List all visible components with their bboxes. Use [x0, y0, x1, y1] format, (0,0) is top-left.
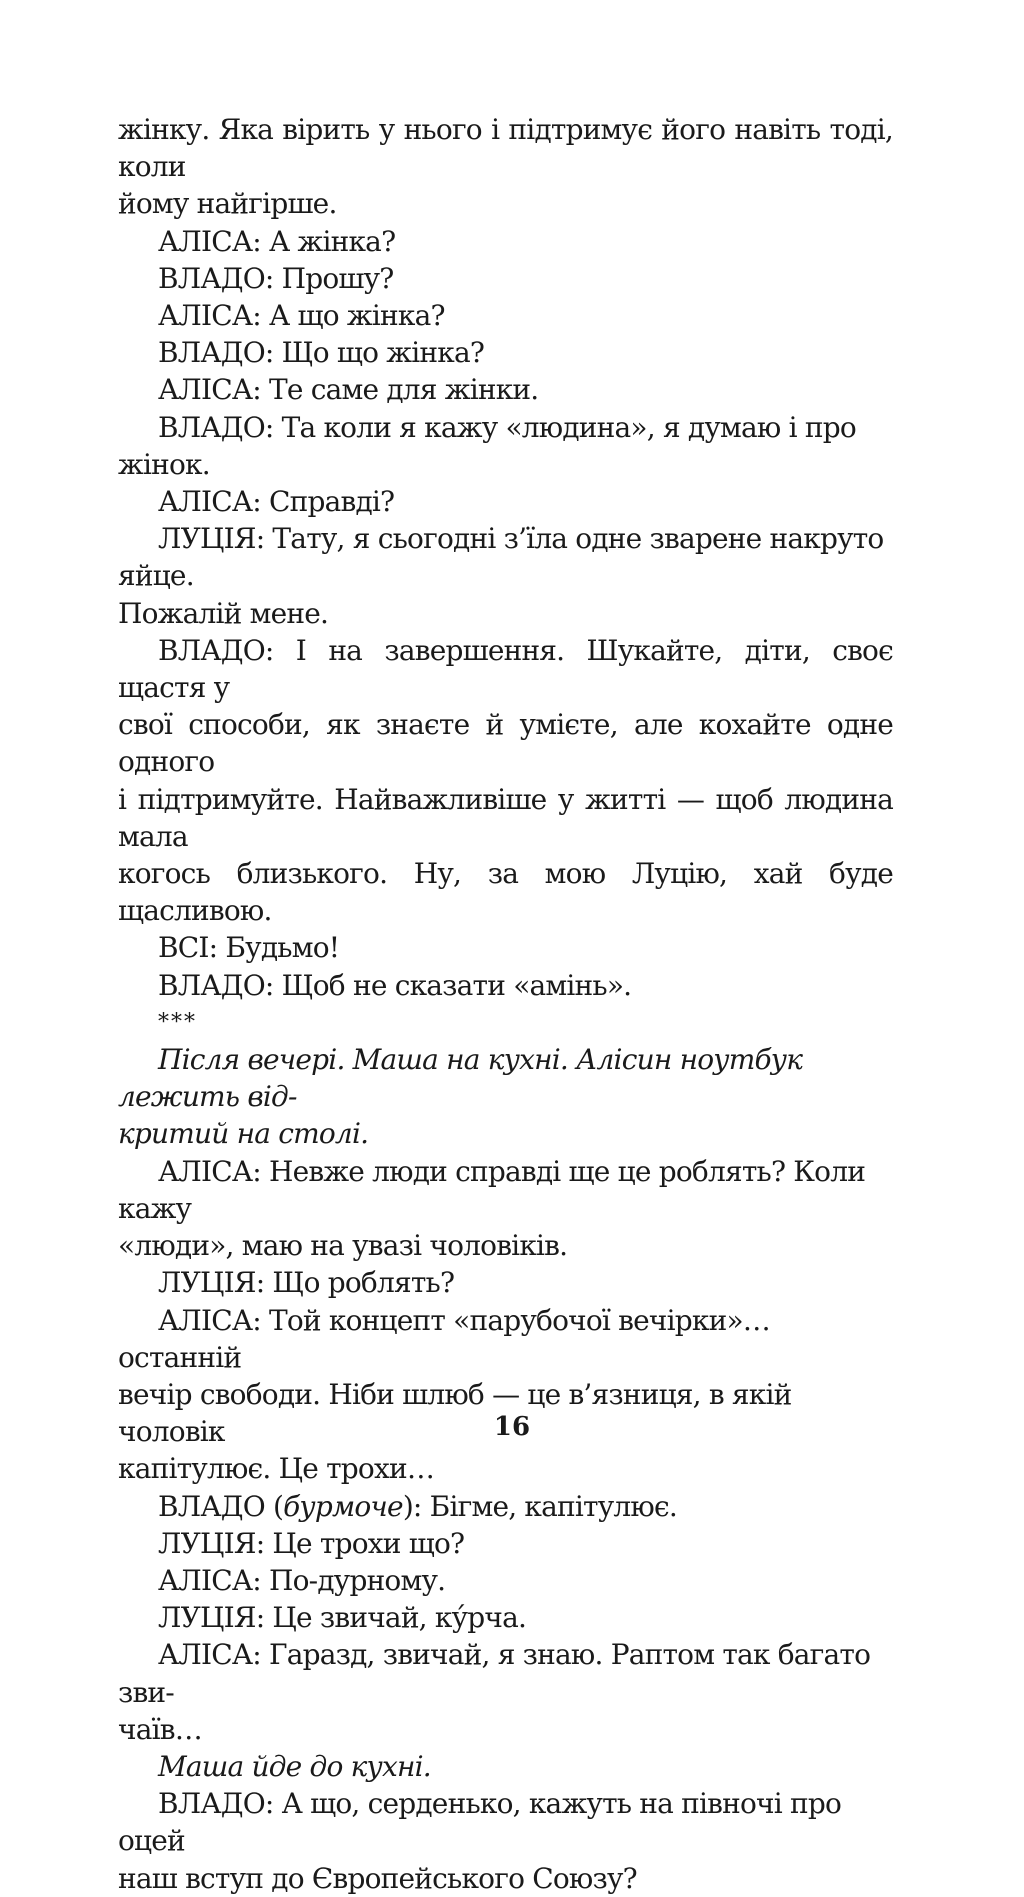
- text-line: жінку. Яка вірить у нього і підтримує його навіть тоді, коли: [118, 113, 893, 184]
- text-line: йому найгірше.: [118, 187, 337, 221]
- dialogue-line: [118, 1636, 893, 1748]
- dialogue-line: АЛІСА: Справді?: [158, 485, 395, 519]
- dialogue-line: [118, 1302, 893, 1488]
- stage-direction: [118, 1041, 893, 1153]
- dialogue-line: ЛУЦІЯ: Це звичай, ку́рча.: [158, 1601, 527, 1635]
- dialogue-line: АЛІСА: Те саме для жінки.: [158, 373, 539, 407]
- dialogue-line: АЛІСА: А що жінка?: [158, 299, 445, 333]
- stage-direction: [118, 1748, 893, 1785]
- text-line: і підтримуйте. Найважливіше у житті — щоб людина мала: [118, 782, 893, 853]
- text-line: когось близького. Ну, за мою Луцію, хай буде щасливою.: [118, 857, 893, 928]
- text-line: ВЛАДО: І на завершення. Шукайте, діти, своє щастя у: [118, 633, 893, 705]
- dialogue-line: ВСІ: Будьмо!: [158, 931, 340, 965]
- dialogue-line: [118, 1153, 893, 1265]
- text-line: Після вечері. Маша на кухні. Алісин ноутбук лежить від-: [118, 1043, 803, 1114]
- text-line: ВЛАДО: А що, серденько, кажуть на півночі про оцей: [118, 1787, 842, 1858]
- text-line: критий на столі.: [118, 1117, 369, 1151]
- text-line: АЛІСА: Невже люди справді ще це роблять? Коли кажу: [118, 1154, 866, 1225]
- page-body: [118, 111, 893, 1897]
- page-number: 16: [493, 1412, 531, 1442]
- text-line: ЛУЦІЯ: Тату, я сьогодні з’їла одне зварене накруто яйце.: [118, 522, 884, 593]
- text-line: АЛІСА: Той концепт «парубочої вечірки»… останній: [118, 1303, 770, 1374]
- dialogue-line: ВЛАДО: Та коли я кажу «людина», я думаю і про жінок.: [118, 410, 856, 481]
- speaker-text: ВЛАДО (: [158, 1489, 284, 1523]
- dialogue-line: АЛІСА: А жінка?: [158, 224, 396, 258]
- dialogue-line: [118, 520, 893, 632]
- dialogue-line: ЛУЦІЯ: Це трохи що?: [158, 1526, 465, 1560]
- text-line: Маша йде до кухні.: [158, 1749, 431, 1783]
- dialogue-line: АЛІСА: По-дурному.: [158, 1563, 446, 1597]
- dialogue-line: ВЛАДО: Щоб не сказати «амінь».: [158, 968, 632, 1002]
- dialogue-line: ЛУЦІЯ: Що роблять?: [158, 1266, 455, 1300]
- text-line: «люди», маю на увазі чоловіків.: [118, 1229, 568, 1263]
- text-line: чаїв…: [118, 1712, 202, 1746]
- paragraph-continuation: [118, 111, 893, 223]
- text-line: АЛІСА: Гаразд, звичай, я знаю. Раптом так багато зви-: [118, 1638, 871, 1709]
- speech-text: ): Бігме, капітулює.: [402, 1489, 677, 1523]
- dialogue-line: ВЛАДО: Що що жінка?: [158, 336, 485, 370]
- dialogue-line: [118, 632, 893, 930]
- dialogue-line: [118, 1488, 893, 1525]
- scene-break: ***: [158, 1009, 197, 1035]
- dialogue-line: [118, 1785, 893, 1897]
- text-line: вечір свободи. Ніби шлюб — це в’язниця, в якій чоловік: [118, 1377, 792, 1449]
- text-line: наш вступ до Європейського Союзу?: [118, 1861, 637, 1895]
- text-line: капітулює. Це трохи…: [118, 1452, 435, 1486]
- text-line: Пожалій мене.: [118, 596, 329, 630]
- text-line: свої способи, як знаєте й умієте, але кохайте одне одного: [118, 708, 893, 779]
- stage-remark: бурмоче: [283, 1489, 403, 1523]
- dialogue-line: ВЛАДО: Прошу?: [158, 261, 394, 295]
